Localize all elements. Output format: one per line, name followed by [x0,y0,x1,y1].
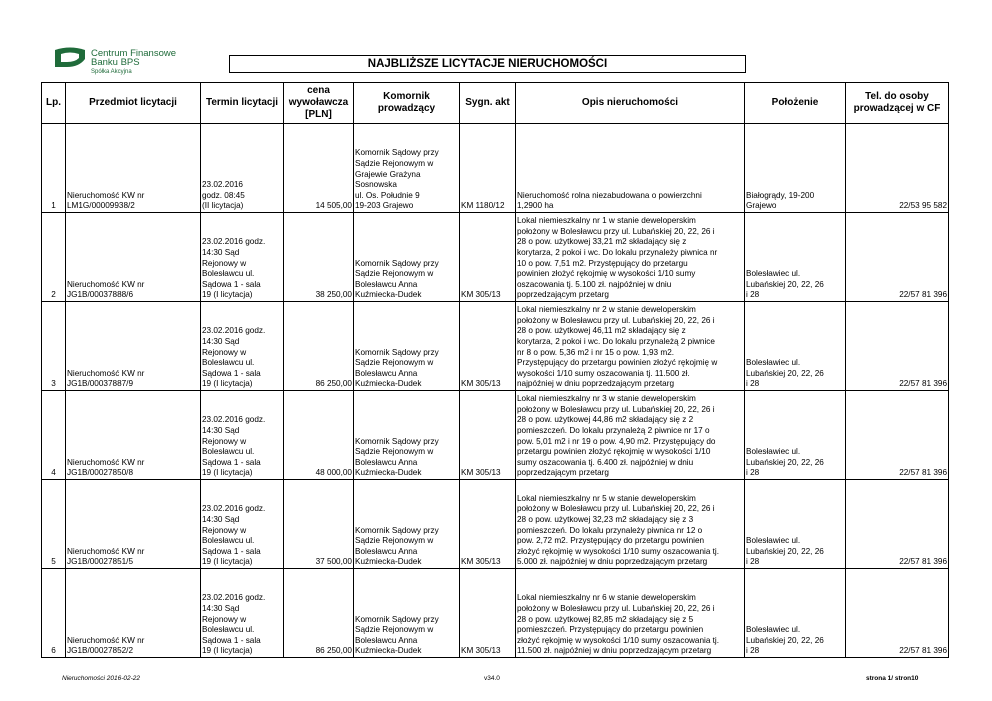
footer-page-number: strona 1/ stron10 [866,675,919,682]
cell-termin: 23.02.2016 godz. 14:30 Sąd Rejonowy w Bolesławcu ul. Sądowa 1 - sala 19 (I licytacja) [201,302,284,391]
table-row [42,213,949,302]
cell-przedmiot: Nieruchomość KW nr JG1B/00037887/9 [66,302,201,391]
header-przedmiot: Przedmiot licytacji [66,83,201,124]
cell-tel: 22/57 81 396 [846,213,949,302]
footer-version: v34.0 [484,675,500,682]
cell-komornik: Komornik Sądowy przy Sądzie Rejonowym w Bolesławcu Anna Kuźmiecka-Dudek [354,213,460,302]
cell-opis: Nieruchomość rolna niezabudowana o powierzchni 1,2900 ha [516,124,745,213]
logo-line1: Centrum Finansowe [91,48,177,59]
table-row [42,124,949,213]
company-logo [53,47,203,79]
cell-sygn: KM 305/13 [460,213,516,302]
cell-polozenie: Bolesławiec ul. Lubańskiej 20, 22, 26 i 28 [745,302,846,391]
header-sygn: Sygn. akt [460,83,516,124]
cell-opis: Lokal niemieszkalny nr 1 w stanie deweloperskim położony w Bolesławcu przy ul. Lubańskiej 20, 22, 26 i 28 o pow. użytkowej 33,21 m2 składający się z korytarza, 2 pokoi i wc. Do lokalu przynależy piwnica nr 10 o pow. 7,51 m2. Przystępujący do przetargu powinien złożyć rękojmię w wysokości 1/10 sumy oszacowania tj. 5.100 zł. najpóźniej w dniu poprzedzającym przetarg [516,213,745,302]
cell-przedmiot: Nieruchomość KW nr LM1G/00009938/2 [66,124,201,213]
cell-lp: 2 [42,213,66,302]
header-opis: Opis nieruchomości [516,83,745,124]
header-lp: Lp. [42,83,66,124]
table-row [42,569,949,658]
cell-cena: 86 250,00 [284,569,354,658]
header-tel: Tel. do osoby prowadzącej w CF [846,83,949,124]
cell-komornik: Komornik Sądowy przy Sądzie Rejonowym w Bolesławcu Anna Kuźmiecka-Dudek [354,480,460,569]
cell-tel: 22/57 81 396 [846,391,949,480]
cell-sygn: KM 305/13 [460,480,516,569]
cell-komornik: Komornik Sądowy przy Sądzie Rejonowym w Bolesławcu Anna Kuźmiecka-Dudek [354,302,460,391]
table-row [42,391,949,480]
logo-line2: Banku BPS [91,57,140,68]
cell-polozenie: Białogrądy, 19-200 Grajewo [745,124,846,213]
cell-cena: 14 505,00 [284,124,354,213]
footer-date: Nieruchomości 2016-02-22 [62,675,141,682]
cell-tel: 22/57 81 396 [846,569,949,658]
header-cena: cena wywoławcza [PLN] [284,83,354,124]
cell-cena: 86 250,00 [284,302,354,391]
header-termin: Termin licytacji [201,83,284,124]
logo-line3: Spółka Akcyjna [91,69,132,75]
cell-komornik: Komornik Sądowy przy Sądzie Rejonowym w Grajewie Grażyna Sosnowska ul. Os. Południe 9 19-203 Grajewo [354,124,460,213]
cell-tel: 22/53 95 582 [846,124,949,213]
cell-sygn: KM 305/13 [460,391,516,480]
header-komornik: Komornik prowadzący [354,83,460,124]
cell-cena: 38 250,00 [284,213,354,302]
cell-tel: 22/57 81 396 [846,480,949,569]
cell-przedmiot: Nieruchomość KW nr JG1B/00037888/6 [66,213,201,302]
cell-cena: 37 500,00 [284,480,354,569]
logo-mark-icon [53,47,87,69]
header-polozenie: Położenie [745,83,846,124]
cell-przedmiot: Nieruchomość KW nr JG1B/00027850/8 [66,391,201,480]
cell-przedmiot: Nieruchomość KW nr JG1B/00027852/2 [66,569,201,658]
cell-termin: 23.02.2016 godz. 14:30 Sąd Rejonowy w Bolesławcu ul. Sądowa 1 - sala 19 (I licytacja) [201,480,284,569]
cell-sygn: KM 305/13 [460,302,516,391]
cell-opis: Lokal niemieszkalny nr 6 w stanie deweloperskim położony w Bolesławcu przy ul. Lubańskiej 20, 22, 26 i 28 o pow. użytkowej 82,85 m2 składający się z 5 pomieszczeń. Przystępujący do przetargu powinien złożyć rękojmię w wysokości 1/10 sumy oszacowania tj. 11.500 zł. najpóźniej w dniu poprzedzającym przetarg [516,569,745,658]
cell-opis: Lokal niemieszkalny nr 5 w stanie deweloperskim położony w Bolesławcu przy ul. Lubańskiej 20, 22, 26 i 28 o pow. użytkowej 32,23 m2 składający się z 3 pomieszczeń. Do lokalu przynależy piwnica nr 12 o pow. 2,72 m2. Przystępujący do przetargu powinien złożyć rękojmię w wysokości 1/10 sumy oszacowania tj. 5.000 zł. najpóźniej w dniu poprzedzającym przetarg [516,480,745,569]
cell-lp: 3 [42,302,66,391]
cell-termin: 23.02.2016 godz. 14:30 Sąd Rejonowy w Bolesławcu ul. Sądowa 1 - sala 19 (I licytacja) [201,569,284,658]
cell-termin: 23.02.2016 godz. 14:30 Sąd Rejonowy w Bolesławcu ul. Sądowa 1 - sala 19 (I licytacja) [201,391,284,480]
cell-tel: 22/57 81 396 [846,302,949,391]
cell-termin: 23.02.2016 godz. 08:45 (II licytacja) [201,124,284,213]
cell-lp: 5 [42,480,66,569]
table-row [42,480,949,569]
cell-sygn: KM 305/13 [460,569,516,658]
table-row [42,302,949,391]
cell-lp: 1 [42,124,66,213]
cell-cena: 48 000,00 [284,391,354,480]
cell-polozenie: Bolesławiec ul. Lubańskiej 20, 22, 26 i 28 [745,569,846,658]
cell-komornik: Komornik Sądowy przy Sądzie Rejonowym w Bolesławcu Anna Kuźmiecka-Dudek [354,391,460,480]
table-header-row [42,83,949,124]
cell-polozenie: Bolesławiec ul. Lubańskiej 20, 22, 26 i 28 [745,213,846,302]
cell-termin: 23.02.2016 godz. 14:30 Sąd Rejonowy w Bolesławcu ul. Sądowa 1 - sala 19 (I licytacja) [201,213,284,302]
page-title: NAJBLIŻSZE LICYTACJE NIERUCHOMOŚCI [229,55,746,73]
cell-komornik: Komornik Sądowy przy Sądzie Rejonowym w Bolesławcu Anna Kuźmiecka-Dudek [354,569,460,658]
cell-sygn: KM 1180/12 [460,124,516,213]
cell-polozenie: Bolesławiec ul. Lubańskiej 20, 22, 26 i 28 [745,391,846,480]
auctions-table [41,82,949,658]
cell-lp: 4 [42,391,66,480]
cell-lp: 6 [42,569,66,658]
cell-przedmiot: Nieruchomość KW nr JG1B/00027851/5 [66,480,201,569]
cell-opis: Lokal niemieszkalny nr 2 w stanie deweloperskim położony w Bolesławcu przy ul. Lubańskiej 20, 22, 26 i 28 o pow. użytkowej 46,11 m2 składający się z korytarza, 2 pokoi i wc. Do lokalu przynależą 2 piwnice nr 8 o pow. 5,36 m2 i nr 15 o pow. 1,93 m2. Przystępujący do przetargu powinien złożyć rękojmię w wysokości 1/10 sumy oszacowania tj. 11.500 zł. najpóźniej w dniu poprzedzającym przetarg [516,302,745,391]
cell-polozenie: Bolesławiec ul. Lubańskiej 20, 22, 26 i 28 [745,480,846,569]
cell-opis: Lokal niemieszkalny nr 3 w stanie deweloperskim położony w Bolesławcu przy ul. Lubańskiej 20, 22, 26 i 28 o pow. użytkowej 44,86 m2 składający się z 2 pomieszczeń. Do lokalu przynależą 2 piwnice nr 17 o pow. 5,01 m2 i nr 19 o pow. 4,90 m2. Przystępujący do przetargu powinien złożyć rękojmię w wysokości 1/10 sumy oszacowania tj. 6.400 zł. najpóźniej w dniu poprzedzającym przetarg [516,391,745,480]
